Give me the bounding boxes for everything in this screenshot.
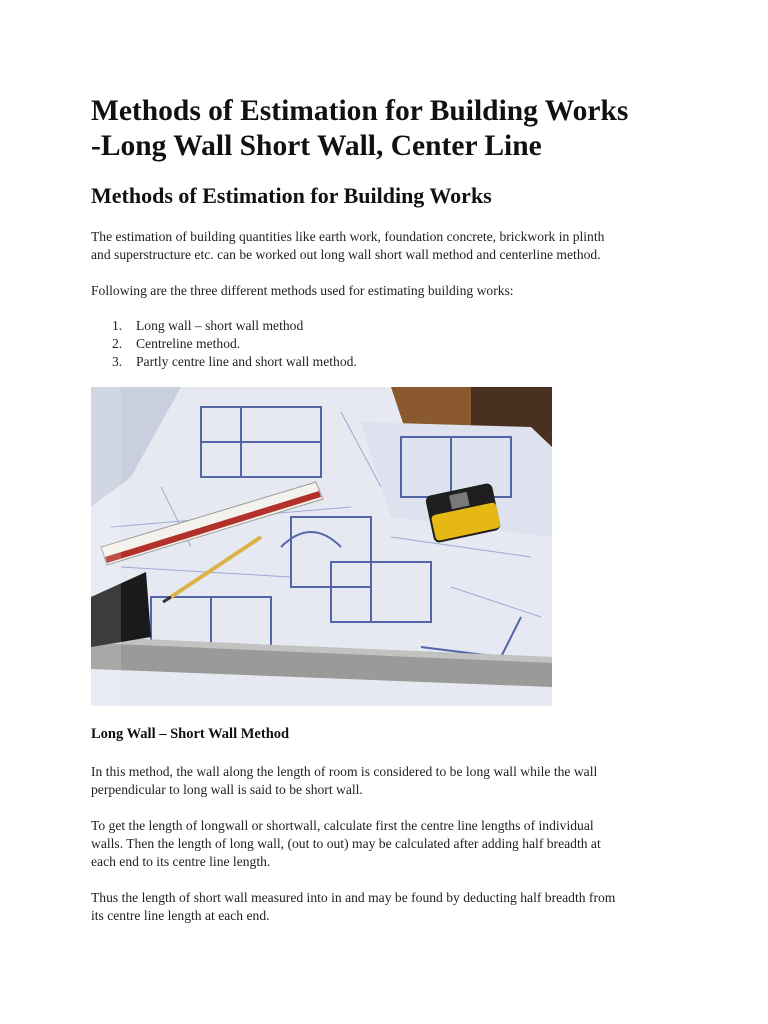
- paragraph-long-short-wall: [91, 763, 681, 799]
- list-label: Centreline method.: [136, 336, 241, 351]
- para2-line-2: walls. Then the length of long wall, (out to out) may be calculated after adding half breadth at: [91, 836, 601, 851]
- para1-line-2: perpendicular to long wall is said to be short wall.: [91, 782, 363, 797]
- paragraph-short-wall: [91, 889, 681, 925]
- list-number: 3.: [112, 354, 123, 369]
- section-heading: Long Wall – Short Wall Method: [91, 726, 290, 742]
- title-line-1: Methods of Estimation for Building Works: [91, 95, 629, 127]
- para2-line-3: each end to its centre line length.: [91, 854, 271, 869]
- intro-line-2: and superstructure etc. can be worked out long wall short wall method and centerline method.: [91, 247, 601, 262]
- list-label: Partly centre line and short wall method.: [136, 354, 357, 369]
- list-intro: Following are the three different methods used for estimating building works:: [91, 283, 514, 298]
- page-title: [91, 94, 691, 164]
- list-label: Long wall – short wall method: [136, 318, 304, 333]
- list-item: [91, 335, 651, 353]
- section-subtitle: Methods of Estimation for Building Works: [91, 183, 492, 208]
- list-number: 1.: [112, 318, 123, 333]
- para1-line-1: In this method, the wall along the length of room is considered to be long wall while the wall: [91, 764, 598, 779]
- list-item: [91, 317, 651, 335]
- list-item: [91, 353, 651, 371]
- intro-paragraph: [91, 228, 681, 264]
- blueprint-photo: [91, 387, 552, 706]
- para3-line-2: its centre line length at each end.: [91, 908, 270, 923]
- list-number: 2.: [112, 336, 123, 351]
- title-line-2: -Long Wall Short Wall, Center Line: [91, 130, 542, 162]
- para2-line-1: To get the length of longwall or shortwall, calculate first the centre line lengths of individual: [91, 818, 594, 833]
- methods-list: [91, 317, 651, 371]
- intro-line-1: The estimation of building quantities like earth work, foundation concrete, brickwork in plinth: [91, 229, 605, 244]
- paragraph-length-calculation: [91, 817, 681, 871]
- para3-line-1: Thus the length of short wall measured into in and may be found by deducting half breadth from: [91, 890, 616, 905]
- blueprint-photo-icon: [91, 387, 552, 706]
